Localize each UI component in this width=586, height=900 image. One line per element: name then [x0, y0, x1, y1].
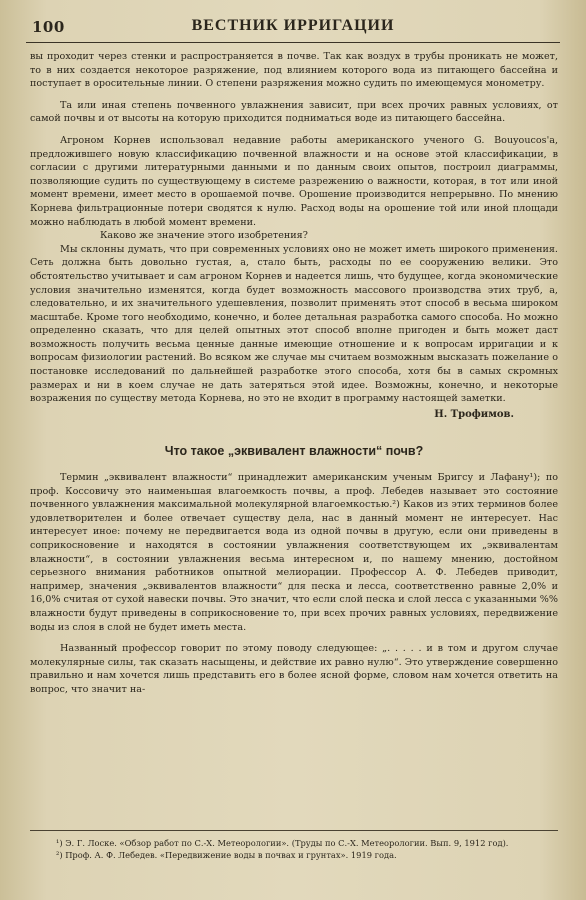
- paragraph-continuation: вы проходит через стенки и распространяется в почве. Так как воздух в трубы проникать не может, то в них создается некоторое разряжение, под влиянием которого вода из питающего бассейна и поступает в оросительные линии. О степени разряжения можно судить по имеющемуся монометру.: [30, 51, 558, 90]
- paragraph-question: Каково же значение этого изобретения?: [100, 230, 308, 242]
- author-signature: Н. Трофимов.: [434, 408, 514, 420]
- footnote-2: ²) Проф. А. Ф. Лебедев. «Передвижение воды в почвах и грунтах». 1919 года.: [56, 850, 397, 860]
- paragraph-kornev: Агроном Корнев использовал недавние работы американского ученого G. Bouyoucos'а, предложившего новую классификацию почвенной влажности и на основе этой классификации, в согласии с другими литературными данными и по данным своих опытов, построил диаграммы, позволяющие судить по существующему в системе разрежению о важности, которая, в тот или иной момент времени, имеет место в орошаемой почве. Орошение производится непрерывно. По мнению Корнева фильтрационные потери сводятся к нулю. Расход воды на орошение той или иной площади можно наблюдать в любой момент времени.: [30, 134, 558, 228]
- paragraph-conclusion: Мы склонны думать, что при современных условиях оно не может иметь широкого применения. Сеть должна быть довольно густая, а, стало быть, расходы по ее сооружению велики. Это обстоятельство учитывает и сам агроном Корнев и надеется лишь, что будущее, когда экономические условия значительно изменятся, когда будет возможность массового производства этих труб, а, следовательно, и их значительного удешевления, позволит применять этот способ в весьма широком масштабе. Кроме того необходимо, конечно, и более детальная разработка самого способа. Но можно определенно сказать, что для целей опытных этот способ вполне пригоден и быть может даст возможность получить весьма ценные данные имеющие отношение и к вопросам ирригации и к вопросам физиологии растений. Во всяком же случае мы считаем возможным высказать пожелание о постановке исследований по дальнейшей разработке этого способа, хотя бы в самых скромных размерах и ни в коем случае не дать затеряться этой идее. Возможны, конечно, и некоторые возражения по существу метода Корнева, но это не входит в программу настоящей заметки.: [30, 243, 558, 405]
- running-title: ВЕСТНИК ИРРИГАЦИИ: [191, 17, 395, 34]
- page-number: 100: [32, 18, 65, 36]
- footnotes: [30, 830, 558, 861]
- paragraph-humidity: Та или иная степень почвенного увлажнения зависит, при всех прочих равных условиях, от самой почвы и от высоты на которую приходится подниматься воде из питающего бассейна.: [30, 99, 558, 125]
- page-header: [26, 14, 560, 43]
- article-title: Что такое „эквивалент влажности“ почв?: [164, 444, 424, 459]
- article-paragraph-professor: Названный профессор говорит по этому поводу следующее: „. . . . . и в том и другом случае молекулярные силы, так сказать насыщены, и действие их равно нулю“. Это утверждение совершенно правильно и нам хочется лишь представить его в более ясной форме, словом нам хочется ответить на вопрос, что значит на-: [30, 643, 558, 695]
- footnote-1: ¹) Э. Г. Лоске. «Обзор работ по С.-Х. Метеорологии». (Труды по С.-Х. Метеорологии. Вып. 9, 1912 год).: [56, 838, 509, 848]
- page-body: [30, 50, 558, 697]
- article-paragraph-term: Термин „эквивалент влажности“ принадлежит американским ученым Бригсу и Лафану¹); по проф. Коссовичу это наименьшая влагоемкость почвы, а проф. Лебедев называет это состояние почвенного увлажнения максимальной молекулярной влагоемкостью.²) Каков из этих терминов более удовлетворителен и более отвечает существу дела, нас в данный момент не интересует. Нас интересует иное: почему не передвигается вода из одной почвы в другую, если они приведены в соприкосновение и находятся в состоянии увлажнения соответствующем их „эквивалентам влажности“, в состоянии увлажнения весьма интересном и, по нашему мнению, достойном серьезного внимания работников опытной мелиорации. Профессор А. Ф. Лебедев приводит, например, значения „эквивалентов влажности“ для песка и лесса, соответственно равные 2,0% и 16,0% считая от сухой навески почвы. Это значит, что если слой песка и слой лесса с указанными %% влажности будут приведены в соприкосновение то, при всех прочих равных условиях, передвижение воды из слоя в слой не будет иметь места.: [30, 472, 558, 633]
